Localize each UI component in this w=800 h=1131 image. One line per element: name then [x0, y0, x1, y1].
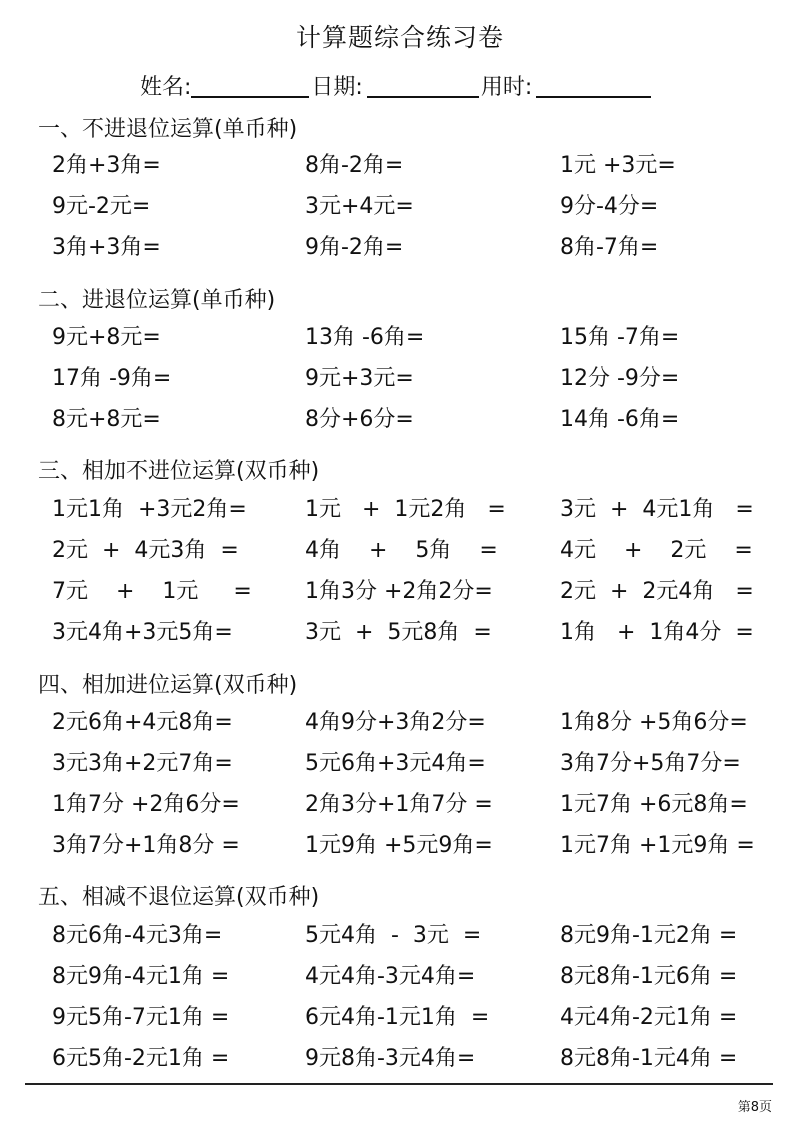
- problem: 1角3分 +2角2分=: [305, 579, 493, 604]
- problem-row: [0, 361, 800, 397]
- problem: 3元 + 4元1角 =: [560, 497, 754, 522]
- problem: 3角+3角=: [52, 235, 161, 260]
- problem: 9分-4分=: [560, 194, 659, 219]
- problem: 2角3分+1角7分 =: [305, 792, 493, 817]
- section-title-5: 五、相减不退位运算(双币种): [38, 885, 320, 910]
- problem: 3角7分+5角7分=: [560, 751, 741, 776]
- problem: 8角-2角=: [305, 153, 404, 178]
- problem: 2角+3角=: [52, 153, 161, 178]
- problem: 8元+8元=: [52, 407, 161, 432]
- problem-row: [0, 787, 800, 823]
- problem: 6元4角-1元1角 =: [305, 1005, 490, 1030]
- problem-row: [0, 402, 800, 438]
- problem: 6元5角-2元1角 =: [52, 1046, 230, 1071]
- problem: 8元6角-4元3角=: [52, 923, 223, 948]
- problem: 3元 + 5元8角 =: [305, 620, 492, 645]
- problem: 2元6角+4元8角=: [52, 710, 233, 735]
- problem: 2元 + 2元4角 =: [560, 579, 754, 604]
- problem: 12分 -9分=: [560, 366, 680, 391]
- problem: 9角-2角=: [305, 235, 404, 260]
- name-label: 姓名:: [140, 75, 192, 100]
- problem-row: [0, 615, 800, 651]
- problem: 8元8角-1元4角 =: [560, 1046, 738, 1071]
- time-blank[interactable]: [536, 74, 651, 98]
- problem: 8元8角-1元6角 =: [560, 964, 738, 989]
- problem-row: [0, 828, 800, 864]
- problem: 2元 + 4元3角 =: [52, 538, 239, 563]
- problem: 15角 -7角=: [560, 325, 680, 350]
- problem-row: [0, 492, 800, 528]
- problem-row: [0, 148, 800, 184]
- problem: 17角 -9角=: [52, 366, 172, 391]
- problem: 8角-7角=: [560, 235, 659, 260]
- problem: 1元9角 +5元9角=: [305, 833, 493, 858]
- problem: 8元9角-4元1角 =: [52, 964, 230, 989]
- problem: 1角7分 +2角6分=: [52, 792, 240, 817]
- problem-row: [0, 189, 800, 225]
- problem: 3角7分+1角8分 =: [52, 833, 240, 858]
- problem: 14角 -6角=: [560, 407, 680, 432]
- problem: 5元4角 - 3元 =: [305, 923, 482, 948]
- section-title-3: 三、相加不进位运算(双币种): [38, 459, 320, 484]
- student-info-line: [140, 70, 700, 101]
- name-blank[interactable]: [191, 74, 309, 98]
- footer-divider: [25, 1083, 773, 1085]
- problem: 1角8分 +5角6分=: [560, 710, 748, 735]
- problem: 9元-2元=: [52, 194, 151, 219]
- problem: 1元7角 +6元8角=: [560, 792, 748, 817]
- problem-row: [0, 746, 800, 782]
- problem: 7元 + 1元 =: [52, 579, 252, 604]
- problem: 4元 + 2元 =: [560, 538, 753, 563]
- section-title-2: 二、进退位运算(单币种): [38, 288, 276, 313]
- problem-row: [0, 533, 800, 569]
- problem: 8分+6分=: [305, 407, 414, 432]
- problem: 1元7角 +1元9角 =: [560, 833, 755, 858]
- problem: 1元 + 1元2角 =: [305, 497, 506, 522]
- problem: 9元8角-3元4角=: [305, 1046, 476, 1071]
- date-label: 日期:: [311, 75, 363, 100]
- problem-row: [0, 230, 800, 266]
- problem: 13角 -6角=: [305, 325, 425, 350]
- problem: 9元5角-7元1角 =: [52, 1005, 230, 1030]
- problem: 4元4角-3元4角=: [305, 964, 476, 989]
- problem: 1角 + 1角4分 =: [560, 620, 754, 645]
- problem-row: [0, 320, 800, 356]
- problem: 4元4角-2元1角 =: [560, 1005, 738, 1030]
- problem: 8元9角-1元2角 =: [560, 923, 738, 948]
- problem-row: [0, 959, 800, 995]
- problem-row: [0, 1041, 800, 1077]
- time-label: 用时:: [480, 75, 533, 100]
- section-title-1: 一、不进退位运算(单币种): [38, 117, 298, 142]
- page-title: 计算题综合练习卷: [295, 23, 504, 52]
- date-blank[interactable]: [367, 74, 479, 98]
- problem-row: [0, 1000, 800, 1036]
- problem: 3元3角+2元7角=: [52, 751, 233, 776]
- problem: 3元4角+3元5角=: [52, 620, 233, 645]
- problem: 9元+8元=: [52, 325, 161, 350]
- page-number: 第8页: [737, 1100, 772, 1115]
- section-title-4: 四、相加进位运算(双币种): [38, 673, 298, 698]
- problem: 4角 + 5角 =: [305, 538, 498, 563]
- problem-row: [0, 918, 800, 954]
- problem-row: [0, 705, 800, 741]
- problem: 1元1角 +3元2角=: [52, 497, 247, 522]
- problem: 9元+3元=: [305, 366, 414, 391]
- problem: 4角9分+3角2分=: [305, 710, 486, 735]
- problem-row: [0, 574, 800, 610]
- problem: 5元6角+3元4角=: [305, 751, 486, 776]
- problem: 3元+4元=: [305, 194, 414, 219]
- problem: 1元 +3元=: [560, 153, 676, 178]
